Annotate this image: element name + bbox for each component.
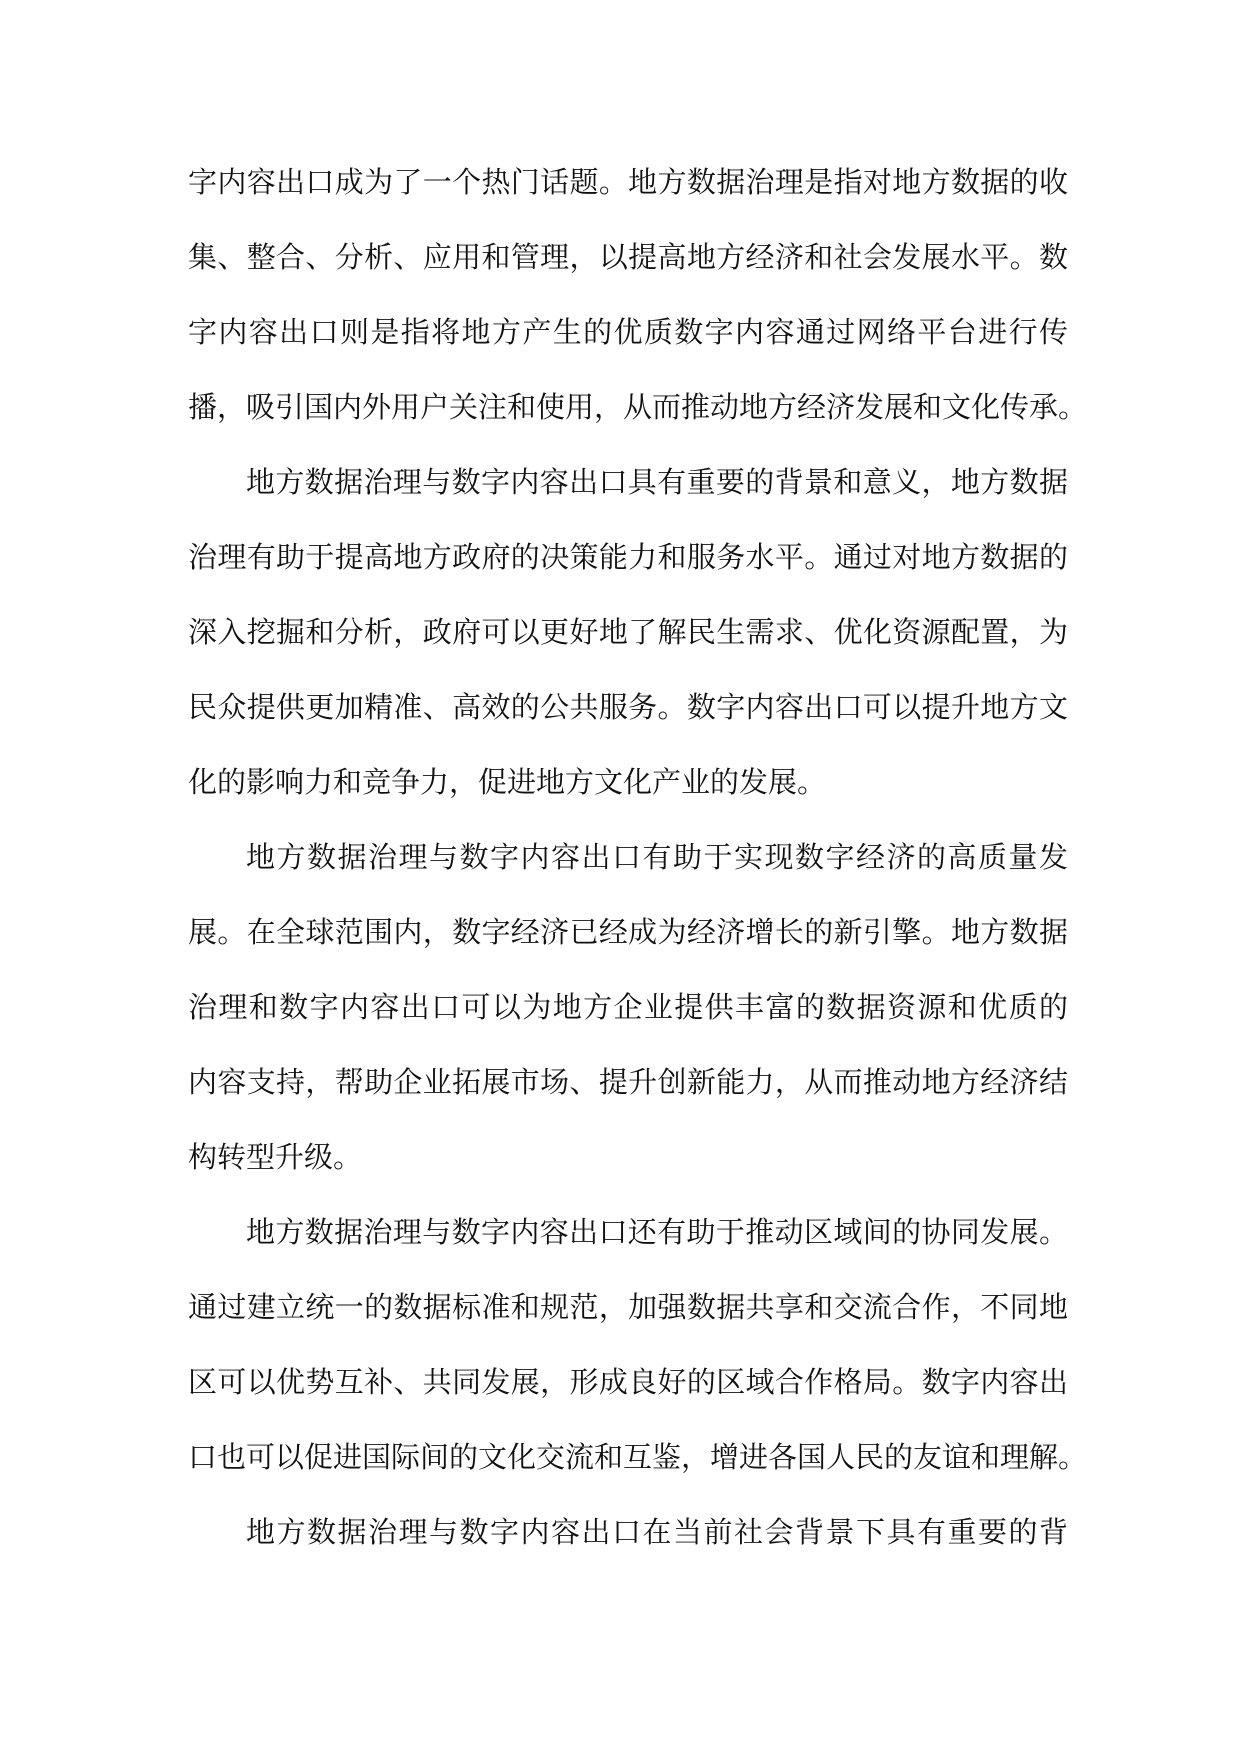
text-line: 字内容出口成为了一个热门话题。地方数据治理是指对地方数据的收 xyxy=(188,165,1068,199)
paragraph-first-line: 地方数据治理与数字内容出口有助于实现数字经济的高质量发 xyxy=(246,840,1068,874)
text-line: 展。在全球范围内，数字经济已经成为经济增长的新引擎。地方数据 xyxy=(188,915,1068,949)
text-line: 深入挖掘和分析，政府可以更好地了解民生需求、优化资源配置，为 xyxy=(188,615,1068,649)
paragraph-first-line: 地方数据治理与数字内容出口还有助于推动区域间的协同发展。 xyxy=(246,1215,1068,1249)
text-line: 治理有助于提高地方政府的决策能力和服务水平。通过对地方数据的 xyxy=(188,540,1068,574)
text-line: 播，吸引国内外用户关注和使用，从而推动地方经济发展和文化传承。 xyxy=(188,390,1088,424)
text-line: 口也可以促进国际间的文化交流和互鉴，增进各国人民的友谊和理解。 xyxy=(188,1440,1088,1474)
text-line: 通过建立统一的数据标准和规范，加强数据共享和交流合作，不同地 xyxy=(188,1290,1068,1324)
text-line: 字内容出口则是指将地方产生的优质数字内容通过网络平台进行传 xyxy=(188,315,1068,349)
text-line: 化的影响力和竞争力，促进地方文化产业的发展。 xyxy=(188,765,827,799)
text-line: 治理和数字内容出口可以为地方企业提供丰富的数据资源和优质的 xyxy=(188,990,1068,1024)
text-line: 区可以优势互补、共同发展，形成良好的区域合作格局。数字内容出 xyxy=(188,1365,1068,1399)
paragraph-first-line: 地方数据治理与数字内容出口具有重要的背景和意义，地方数据 xyxy=(246,465,1068,499)
text-line: 内容支持，帮助企业拓展市场、提升创新能力，从而推动地方经济结 xyxy=(188,1065,1068,1099)
text-line: 构转型升级。 xyxy=(188,1140,363,1174)
body-text xyxy=(188,145,1088,1570)
paragraph-first-line: 地方数据治理与数字内容出口在当前社会背景下具有重要的背 xyxy=(246,1515,1068,1549)
text-line: 集、整合、分析、应用和管理，以提高地方经济和社会发展水平。数 xyxy=(188,240,1068,274)
text-line: 民众提供更加精准、高效的公共服务。数字内容出口可以提升地方文 xyxy=(188,690,1068,724)
